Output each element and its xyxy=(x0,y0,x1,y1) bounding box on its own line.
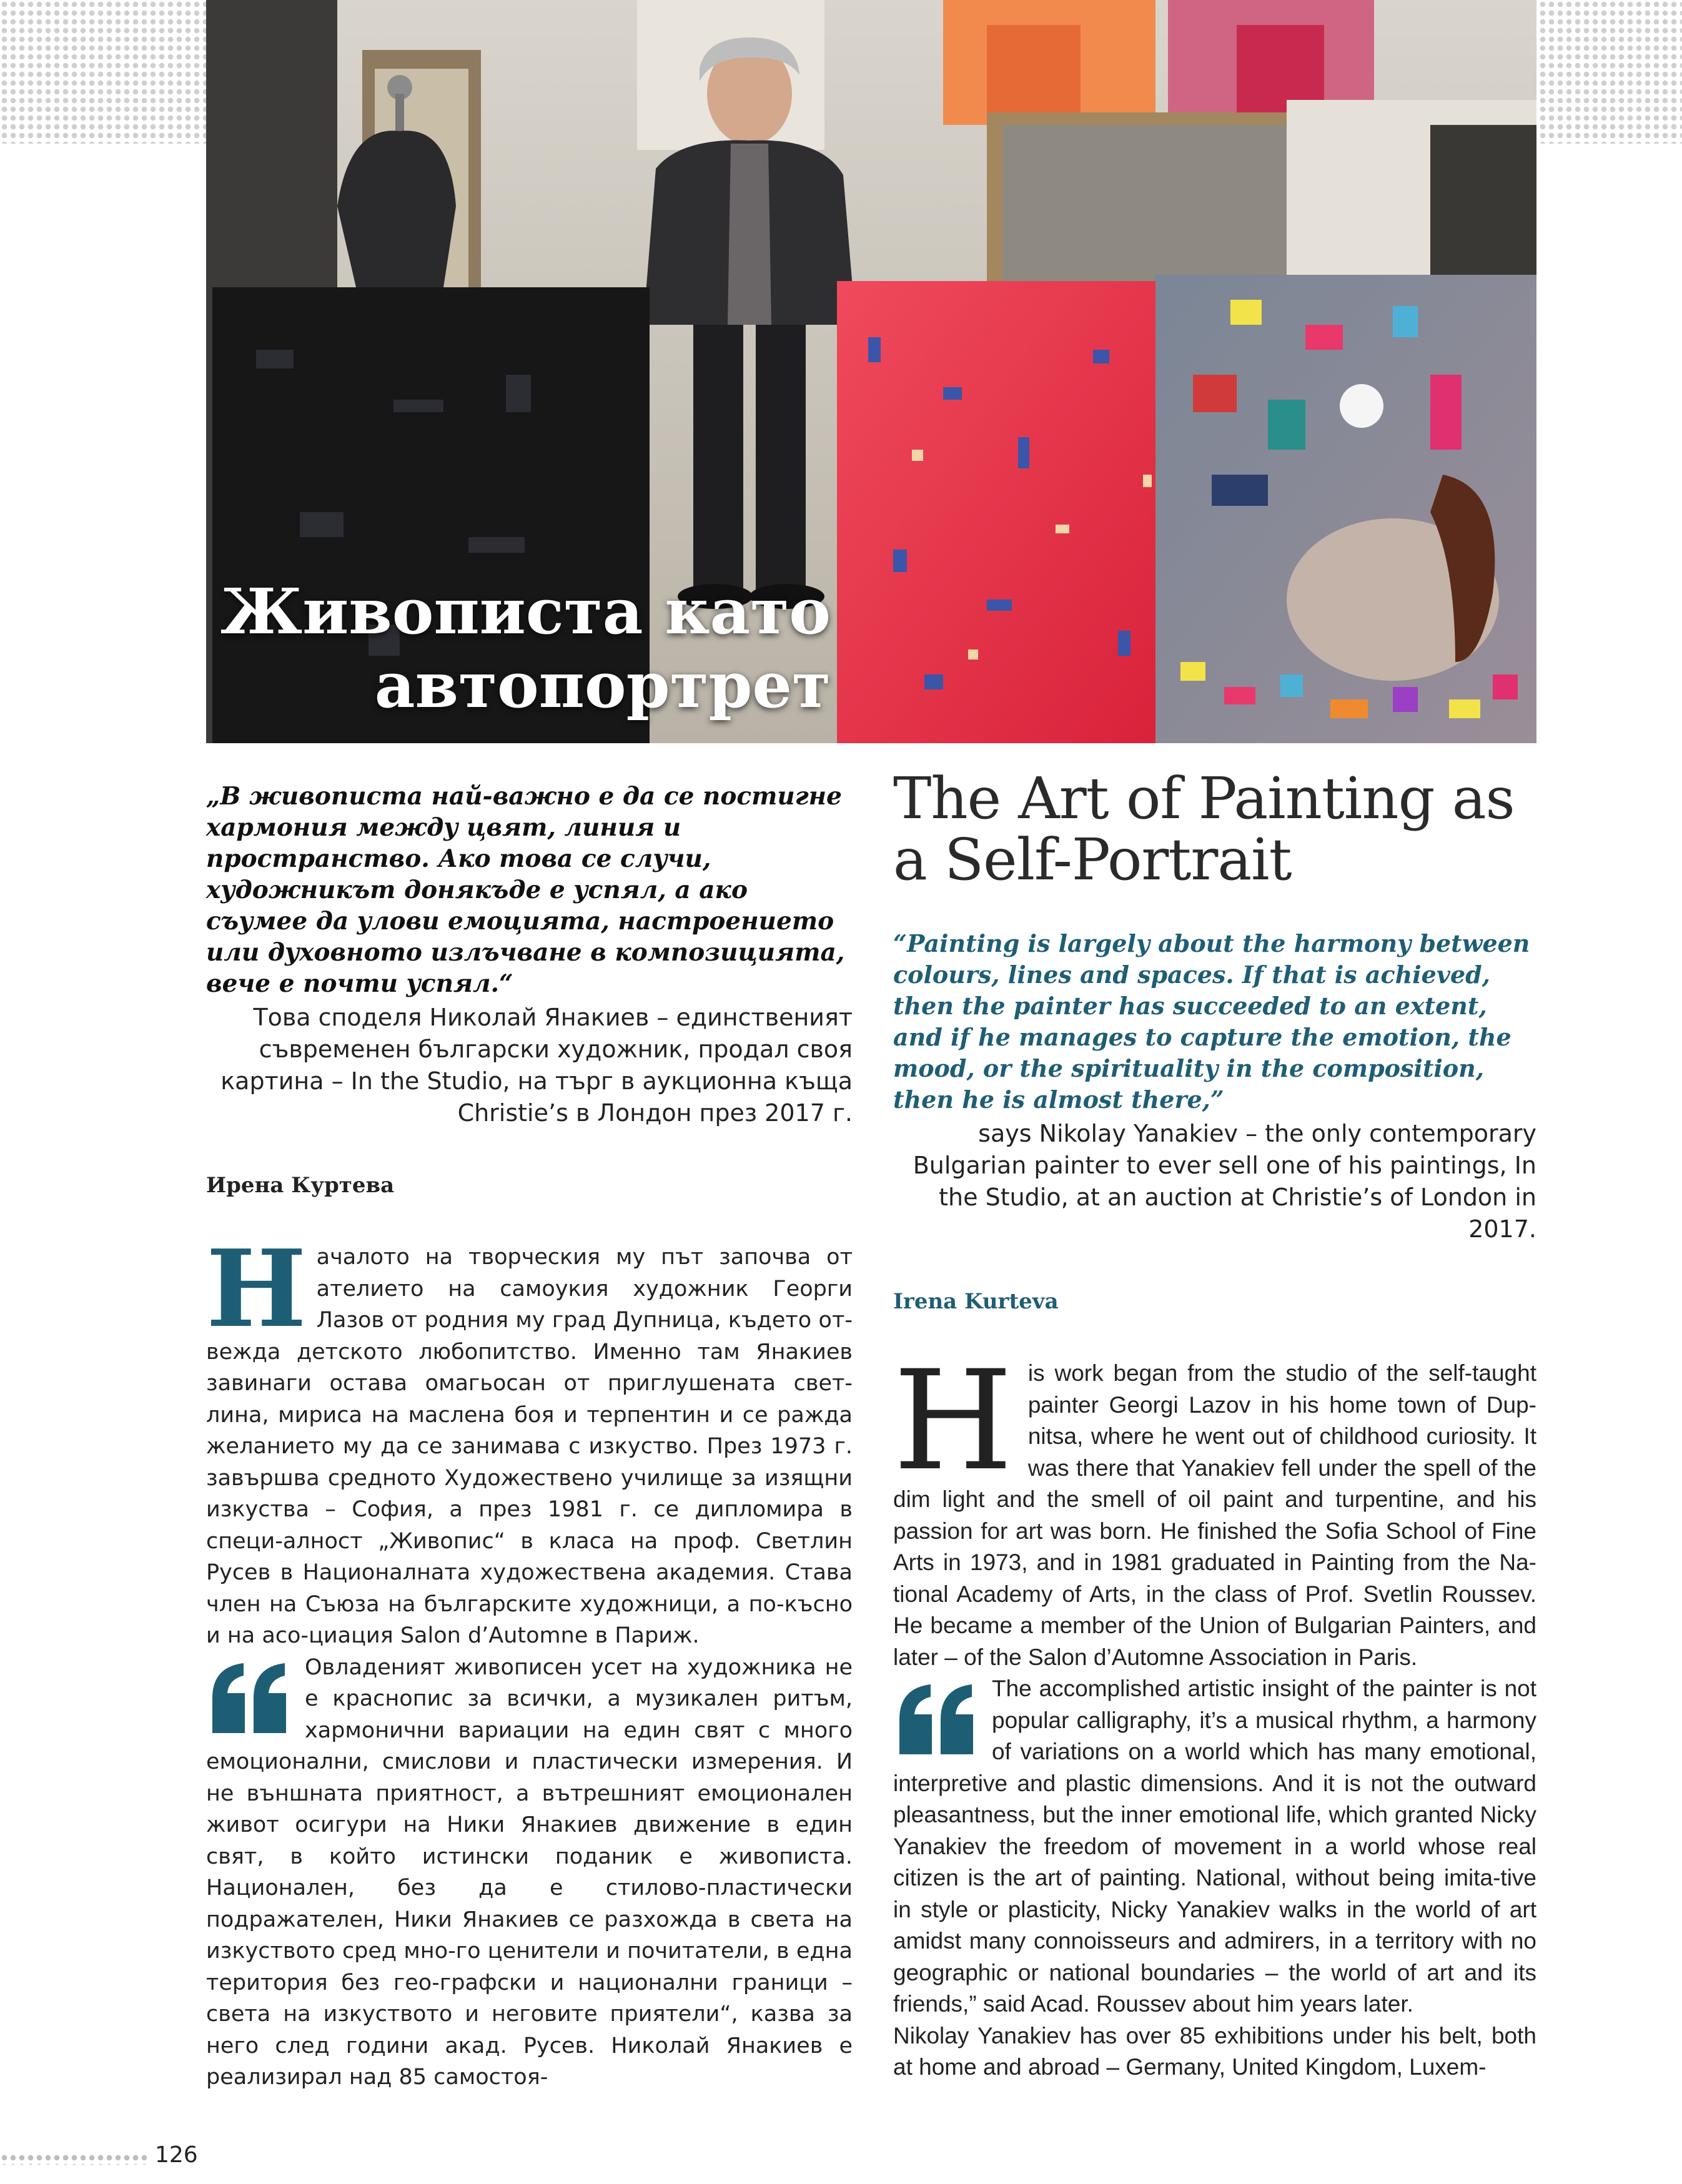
decorative-footer-pattern xyxy=(0,2153,147,2165)
hero-title-bg xyxy=(220,575,831,722)
decorative-dot-pattern xyxy=(0,0,206,144)
en-paragraph-3: Nikolay Yanakiev has over 85 exhibitions under his belt, both at home and abroad – Germany, United Kingdom, Luxem- xyxy=(893,2022,1536,2080)
en-byline: Irena Kurteva xyxy=(893,1289,1059,1314)
bg-attribution: Това споделя Николай Янакиев – единственият съвременен български художник, продал своя картина – In the Studio, на търг в аукционна къща Christie’s в Лондон през 2017 г. xyxy=(220,1004,853,1127)
en-attribution: says Nikolay Yanakiev – the only contemporary Bulgarian painter to ever sell one of his paintings, In the Studio, at an auction at Christie’s of London in 2017. xyxy=(913,1120,1536,1243)
page-number: 126 xyxy=(155,2142,198,2168)
hero-title-line-1: Живописта като xyxy=(220,575,831,648)
bg-byline: Ирена Куртева xyxy=(206,1173,395,1198)
en-paragraph-1: is work began from the studio of the self-taught painter Georgi Lazov in his home town of Dup-nitsa, where he went out of childhood curiosity. It was there that Yanakiev fell under the spell of the dim light and the smell of oil paint and turpentine, and his passion for art was born. He finished the Sofia School of Fine Arts in 1973, and in 1981 graduated in Painting from the Na-tional Academy of Arts, in the class of Prof. Svetlin Roussev. He became a member of the Union of Bulgarian Painters, and later – of the Salon d’Automne Association in Paris. xyxy=(893,1360,1536,1670)
decorative-dot-pattern xyxy=(1538,0,1682,144)
bg-paragraph-1: ачалото на творческия му път започва от ателието на самоукия художник Георги Лазов от родния му град Дупница, където от-вежда детското любопитство. Именно там Янакиев завинаги остава омагьосан от приглушената свет-лина, мириса на маслена боя и терпентин и се ражда желанието му да се занимава с изкуство. През 1973 г. завършва средното Художествено училище за изящни изкуства – София, а през 1981 г. се дипломира в специ-алност „Живопис“ в класа на проф. Светлин Русев в Националната художествена академия. Става член на Съюза на българските художници, а по-късно и на асо-циация Salon d’Automne в Париж. xyxy=(206,1245,853,1648)
quote-mark-icon xyxy=(206,1654,294,1742)
en-pull-quote: “Painting is largely about the harmony between colours, lines and spaces. If that is achieved, then the painter has succeeded to an extent, and if he manages to capture the emotion, the mood, or the spirituality in the composition, then he is almost there,” xyxy=(893,929,1530,1114)
bg-pull-quote: „В живописта най-важно е да се постигне хармония между цвят, линия и пространство. Ако това се случи, художникът донякъде е успял, а ако съумее да улови емоцията, настроението или духовното излъчване в композицията, вече е почти успял.“ xyxy=(206,782,845,998)
quote-mark-icon xyxy=(893,1676,981,1763)
en-article-title: The Art of Painting as a Self-Portrait xyxy=(893,765,1515,893)
en-dropcap: H xyxy=(893,1341,1013,1501)
bg-dropcap: Н xyxy=(206,1227,307,1351)
hero-photo xyxy=(206,0,1536,743)
english-column xyxy=(893,765,1536,2083)
bulgarian-column xyxy=(206,781,853,2093)
bg-paragraph-2: Овладеният живописен усет на художника не е краснопис за всички, а музикален ритъм, хармонични вариации на един свят с много емоционални, смислови и пластически измерения. И не външната приятност, а вътрешният емоционален живот осигури на Ники Янакиев движение в един свят, в който истински поданик е живописта. Национален, без да е стилово-пластически подражателен, Ники Янакиев се разхожда в света на изкуството сред мно-го ценители и почитатели, в една територия без гео-графски и национални граници – света на изкуството и неговите приятели“, казва за него след години акад. Русев. Николай Янакиев е реализирал над 85 самостоя- xyxy=(206,1654,853,2090)
hero-title-line-2: автопортрет xyxy=(374,648,831,722)
en-paragraph-2: The accomplished artistic insight of the painter is not popular calligraphy, it’s a musical rhythm, a harmony of variations on a world which has many emotional, interpretive and plastic dimensions. And it is not the outward pleasantness, but the inner emotional life, which granted Nicky Yanakiev the freedom of movement in a world whose real citizen is the art of painting. National, without being imita-tive in style or plasticity, Nicky Yanakiev walks in the world of art amidst many connoisseurs and admirers, in a territory with no geographic or national boundaries – the world of art and its friends,” said Acad. Roussev about him years later. xyxy=(893,1676,1536,2017)
